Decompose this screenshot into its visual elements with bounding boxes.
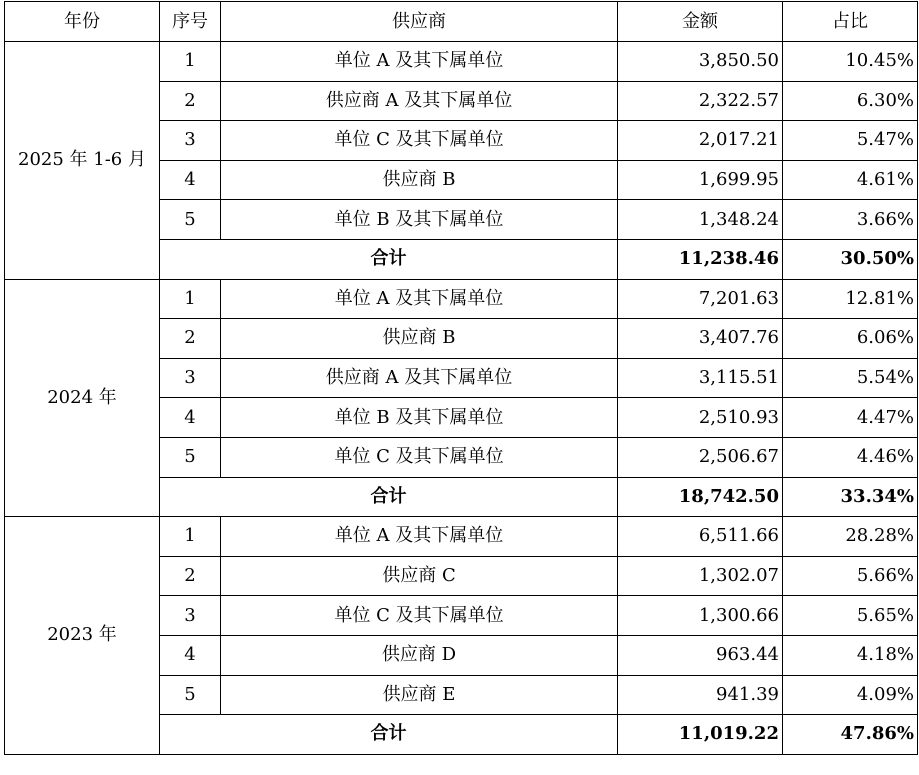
amount-cell: 941.39 [618, 675, 783, 715]
seq-cell: 2 [160, 319, 221, 359]
ratio-cell: 4.18% [783, 635, 918, 675]
table-row [5, 42, 918, 82]
amount-cell: 1,348.24 [618, 200, 783, 240]
table-row [5, 279, 918, 319]
total-amount: 18,742.50 [618, 477, 783, 517]
supplier-cell: 单位 C 及其下属单位 [221, 596, 618, 636]
header-ratio: 占比 [783, 2, 918, 42]
table-row [5, 517, 918, 557]
supplier-cell: 供应商 E [221, 675, 618, 715]
table-body [5, 42, 918, 755]
year-cell: 2024 年 [5, 279, 160, 517]
ratio-cell: 5.47% [783, 121, 918, 161]
amount-cell: 2,017.21 [618, 121, 783, 161]
ratio-cell: 6.30% [783, 81, 918, 121]
amount-cell: 6,511.66 [618, 517, 783, 557]
amount-cell: 2,506.67 [618, 437, 783, 477]
ratio-cell: 28.28% [783, 517, 918, 557]
ratio-cell: 4.61% [783, 160, 918, 200]
amount-cell: 2,510.93 [618, 398, 783, 438]
seq-cell: 3 [160, 358, 221, 398]
seq-cell: 3 [160, 121, 221, 161]
amount-cell: 1,300.66 [618, 596, 783, 636]
supplier-cell: 供应商 C [221, 556, 618, 596]
supplier-cell: 供应商 B [221, 319, 618, 359]
supplier-cell: 单位 A 及其下属单位 [221, 517, 618, 557]
seq-cell: 5 [160, 675, 221, 715]
seq-cell: 3 [160, 596, 221, 636]
seq-cell: 1 [160, 517, 221, 557]
header-supplier: 供应商 [221, 2, 618, 42]
year-cell: 2023 年 [5, 517, 160, 755]
header-seq: 序号 [160, 2, 221, 42]
ratio-cell: 3.66% [783, 200, 918, 240]
total-ratio: 33.34% [783, 477, 918, 517]
seq-cell: 5 [160, 437, 221, 477]
amount-cell: 3,115.51 [618, 358, 783, 398]
supplier-cell: 供应商 A 及其下属单位 [221, 358, 618, 398]
ratio-cell: 6.06% [783, 319, 918, 359]
total-label: 合计 [160, 477, 618, 517]
amount-cell: 1,699.95 [618, 160, 783, 200]
amount-cell: 1,302.07 [618, 556, 783, 596]
ratio-cell: 4.46% [783, 437, 918, 477]
total-amount: 11,238.46 [618, 239, 783, 279]
seq-cell: 4 [160, 398, 221, 438]
supplier-cell: 单位 C 及其下属单位 [221, 121, 618, 161]
ratio-cell: 5.54% [783, 358, 918, 398]
supplier-cell: 供应商 B [221, 160, 618, 200]
total-label: 合计 [160, 239, 618, 279]
table-header [5, 2, 918, 42]
amount-cell: 7,201.63 [618, 279, 783, 319]
ratio-cell: 4.47% [783, 398, 918, 438]
seq-cell: 5 [160, 200, 221, 240]
seq-cell: 1 [160, 279, 221, 319]
total-ratio: 47.86% [783, 715, 918, 755]
seq-cell: 2 [160, 556, 221, 596]
ratio-cell: 4.09% [783, 675, 918, 715]
supplier-table [4, 1, 918, 755]
ratio-cell: 10.45% [783, 42, 918, 82]
ratio-cell: 5.66% [783, 556, 918, 596]
header-amount: 金额 [618, 2, 783, 42]
supplier-cell: 单位 C 及其下属单位 [221, 437, 618, 477]
seq-cell: 4 [160, 160, 221, 200]
amount-cell: 3,407.76 [618, 319, 783, 359]
supplier-cell: 供应商 D [221, 635, 618, 675]
seq-cell: 1 [160, 42, 221, 82]
amount-cell: 963.44 [618, 635, 783, 675]
supplier-cell: 单位 A 及其下属单位 [221, 279, 618, 319]
total-label: 合计 [160, 715, 618, 755]
year-cell: 2025 年 1-6 月 [5, 42, 160, 280]
header-row [5, 2, 918, 42]
ratio-cell: 5.65% [783, 596, 918, 636]
seq-cell: 4 [160, 635, 221, 675]
total-ratio: 30.50% [783, 239, 918, 279]
supplier-cell: 单位 B 及其下属单位 [221, 398, 618, 438]
supplier-cell: 单位 A 及其下属单位 [221, 42, 618, 82]
seq-cell: 2 [160, 81, 221, 121]
ratio-cell: 12.81% [783, 279, 918, 319]
amount-cell: 2,322.57 [618, 81, 783, 121]
amount-cell: 3,850.50 [618, 42, 783, 82]
header-year: 年份 [5, 2, 160, 42]
supplier-cell: 单位 B 及其下属单位 [221, 200, 618, 240]
supplier-cell: 供应商 A 及其下属单位 [221, 81, 618, 121]
total-amount: 11,019.22 [618, 715, 783, 755]
